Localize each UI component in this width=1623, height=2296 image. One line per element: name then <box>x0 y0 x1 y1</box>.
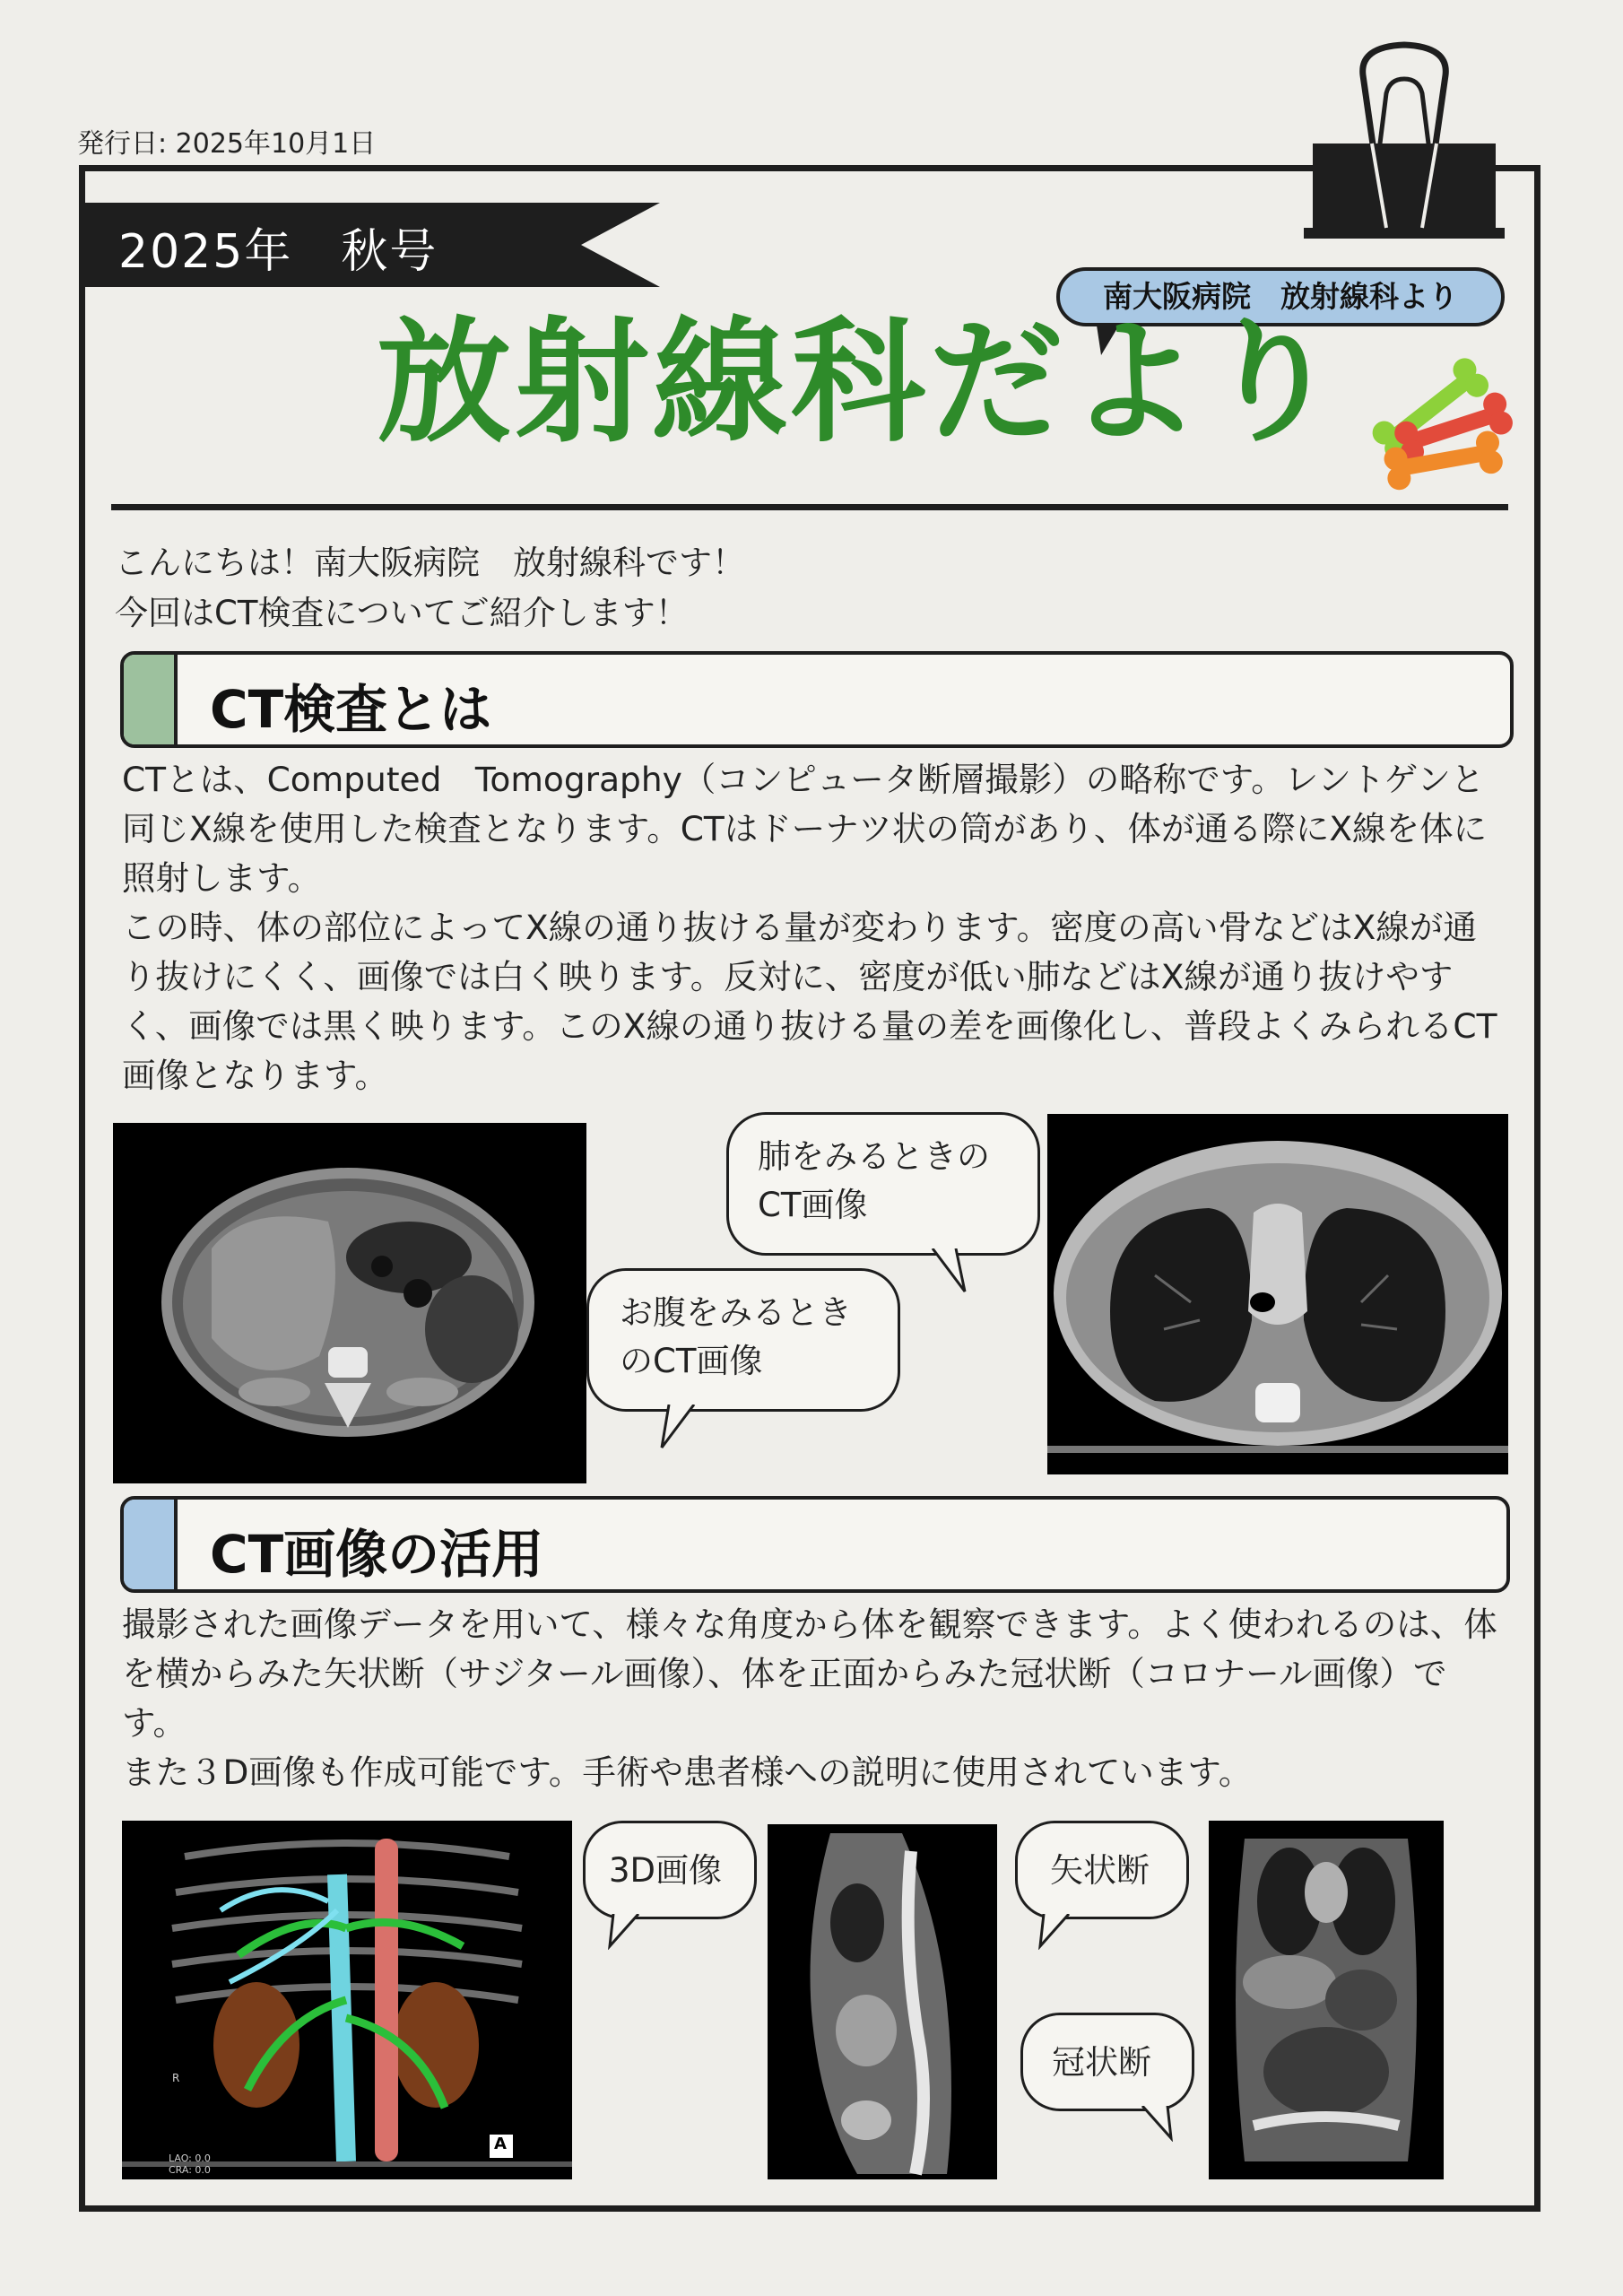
bubble-coronal-tail <box>1139 2106 1175 2142</box>
section-title: CT画像の活用 <box>210 1524 544 1585</box>
bubble-lung-line-2: CT画像 <box>758 1186 868 1224</box>
section2-paragraph-2: また３D画像も作成可能です。手術や患者様への説明に使用されています。 <box>122 1752 1253 1792</box>
bubble-3d-tail <box>606 1914 642 1950</box>
coronal-ct-image <box>1209 1821 1444 2179</box>
bubble-sagittal-text: 矢状断 <box>1050 1851 1150 1890</box>
abdomen-ct-image <box>113 1123 586 1483</box>
section1-paragraph-1: CTとは、Computed Tomography（コンピュータ断層撮影）の略称です。レントゲンと同じX線を使用した検査となります。CTはドーナツ状の筒があり、体が通る際にX線を体に照射します。 <box>122 760 1488 898</box>
image-3d-label: A <box>494 2135 507 2153</box>
section-tab-green <box>124 655 178 744</box>
section1-body <box>122 755 1503 1100</box>
section1-paragraph-2: この時、体の部位によってX線の通り抜ける量が変わります。密度の高い骨などはX線が通り抜けにくく、画像では白く映ります。反対に、密度が低い肺などはX線が通り抜けやすく、画像では黒く映ります。このX線の通り抜ける量の差を画像化し、普段よくみられるCT画像となります。 <box>122 908 1497 1095</box>
title-divider <box>111 504 1508 510</box>
bubble-coronal-text: 冠状断 <box>1052 2043 1151 2082</box>
speech-bubble-coronal <box>1020 2013 1194 2111</box>
section-tab-blue <box>124 1500 178 1589</box>
speech-bubble-lung <box>726 1112 1040 1256</box>
issue-date: 発行日: 2025年10月1日 <box>77 128 377 160</box>
ct-3d-render <box>122 1821 572 2179</box>
binder-clip-icon <box>1300 39 1508 248</box>
speech-bubble-sagittal <box>1015 1821 1189 1919</box>
bubble-3d-text: 3D画像 <box>609 1851 723 1890</box>
section-header-ct-usage <box>120 1496 1510 1593</box>
newsletter-title: 放射線科だより <box>377 305 1344 461</box>
bubble-lung-tail <box>931 1248 967 1293</box>
department-tag: 南大阪病院 放射線科より <box>1056 267 1505 326</box>
bubble-sagittal-tail <box>1037 1914 1072 1950</box>
sagittal-ct-image <box>768 1824 997 2179</box>
section2-body <box>122 1600 1503 1797</box>
section-title: CT検査とは <box>210 679 492 740</box>
bones-icon <box>1365 350 1515 493</box>
speech-bubble-abdomen <box>586 1268 900 1412</box>
section-header-ct-exam <box>120 651 1514 748</box>
intro-text <box>115 538 745 639</box>
section2-paragraph-1: 撮影された画像データを用いて、様々な角度から体を観察できます。よく使われるのは、体を横からみた矢状断（サジタール画像）、体を正面からみた冠状断（コロナール画像）です。 <box>122 1605 1497 1743</box>
bubble-abdomen-line-2: のCT画像 <box>620 1342 763 1380</box>
image-3d-r-marker: R <box>172 2072 180 2084</box>
image-3d-info-1: LAO: 0.0 <box>169 2152 211 2164</box>
intro-line-1: こんにちは！南大阪病院 放射線科です！ <box>115 544 745 582</box>
bubble-abdomen-line-1: お腹をみるとき <box>620 1293 852 1332</box>
issue-label: 2025年 秋号 <box>118 225 438 279</box>
speech-bubble-3d <box>583 1821 757 1919</box>
ct-3d-image <box>122 1821 572 2179</box>
bubble-lung-line-1: 肺をみるときの <box>758 1137 990 1176</box>
bubble-abdomen-tail <box>660 1405 696 1449</box>
intro-line-2: 今回はCT検査についてご紹介します！ <box>115 594 689 632</box>
image-3d-info-2: CRA: 0.0 <box>169 2164 211 2176</box>
lung-ct-image <box>1047 1114 1508 1474</box>
